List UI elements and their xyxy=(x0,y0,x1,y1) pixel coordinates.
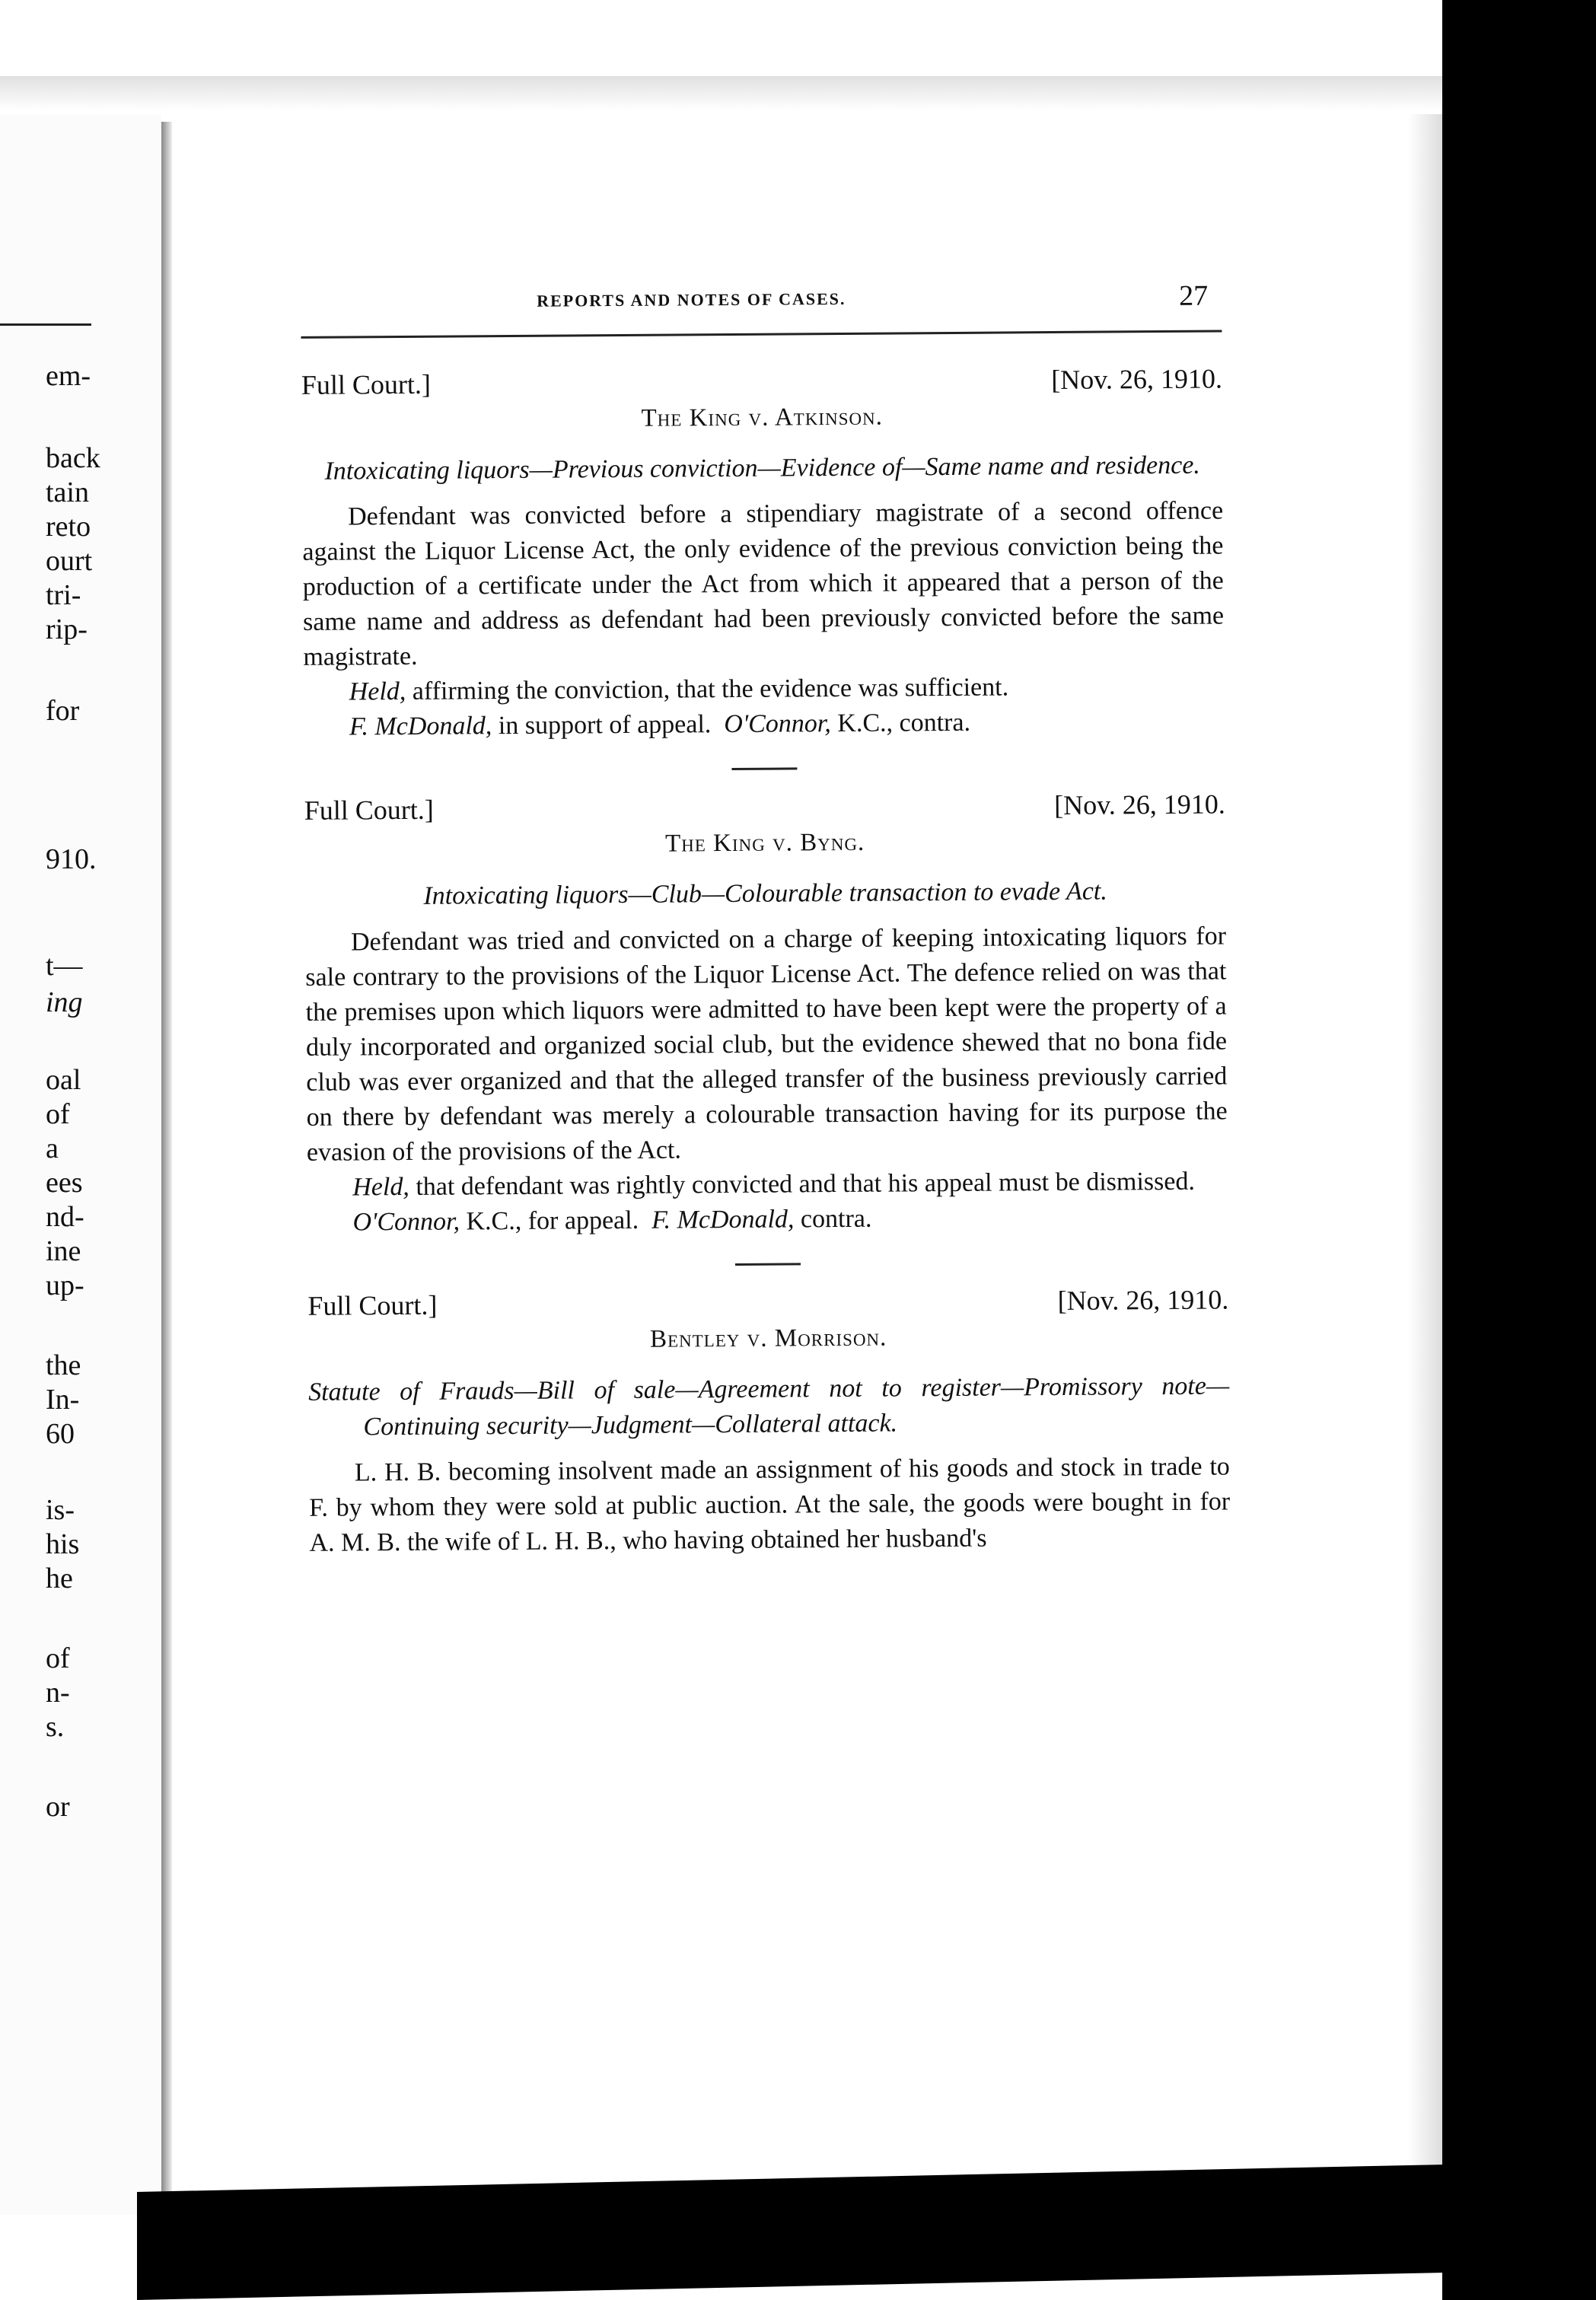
held-label: Held, xyxy=(352,1172,409,1202)
adjacent-fragment: rip- xyxy=(46,613,88,645)
adjacent-fragment: ing xyxy=(46,986,83,1018)
court-line xyxy=(307,1283,1228,1324)
case-date: [Nov. 26, 1910. xyxy=(1057,1284,1229,1317)
held-text: that defendant was rightly convicted and that his appeal must be dismissed. xyxy=(409,1167,1196,1201)
adjacent-fragment: t— xyxy=(46,950,83,982)
scan-shadow-top xyxy=(0,76,1442,110)
case-name: The King v. Atkinson. xyxy=(641,403,884,432)
held-text: affirming the conviction, that the evidence was sufficient. xyxy=(406,673,1009,706)
counsel-line xyxy=(304,703,1225,744)
counsel-appellant-role: K.C., for appeal. xyxy=(459,1206,639,1236)
adjacent-fragment: s. xyxy=(46,1711,65,1743)
case-facts: Defendant was tried and convicted on a charge of keeping intoxicating liquors for sale contrary to the provisions of the Liquor License Act. The defence relied on was that the premises upon which liquors were admitted to have been kept were the property of a duly incorporated and organized social club, but the evidence shewed that no bona fide club was ever organized and that the alleged transfer of the business previously carried on there by defendant was merely a colourable transaction having for its purpose the evasion of the provisions of the Act. xyxy=(305,922,1228,1167)
report-page xyxy=(293,279,1242,2150)
counsel-respondent-role: contra. xyxy=(794,1204,872,1234)
counsel-appellant-role: in support of appeal. xyxy=(492,710,712,741)
header-rule xyxy=(301,330,1222,338)
adjacent-fragment: 60 xyxy=(46,1418,75,1450)
court-label: Full Court.] xyxy=(304,794,434,826)
adjacent-fragment: tain xyxy=(46,476,89,508)
court-line xyxy=(304,788,1225,829)
catchwords: Intoxicating liquors—Previous conviction—Evidence of—Same name and residence. xyxy=(324,451,1200,486)
adjacent-fragment: is- xyxy=(46,1494,75,1526)
adjacent-fragment: em- xyxy=(46,360,91,392)
counsel-appellant: O'Connor, xyxy=(352,1207,460,1237)
adjacent-fragment: ourt xyxy=(46,545,93,577)
adjacent-fragment: a xyxy=(46,1132,59,1164)
adjacent-page-rule xyxy=(0,323,91,326)
page-number: 27 xyxy=(1178,279,1209,312)
case-date: [Nov. 26, 1910. xyxy=(1051,363,1223,396)
running-head xyxy=(293,279,1229,323)
counsel-appellant: F. McDonald, xyxy=(349,712,492,741)
page-fold-shadow xyxy=(161,122,172,2192)
adjacent-fragment: tri- xyxy=(46,579,81,611)
counsel-respondent: F. McDonald, xyxy=(651,1205,795,1234)
scan-border-bottom xyxy=(137,2161,1596,2300)
scan-shadow-right xyxy=(1408,114,1442,2169)
case-separator xyxy=(731,767,797,770)
adjacent-fragment: oal xyxy=(46,1064,81,1096)
counsel-respondent-role: K.C., contra. xyxy=(830,708,971,738)
adjacent-fragment: of xyxy=(46,1642,70,1674)
scan-border-right xyxy=(1442,0,1596,2300)
case-facts: L. H. B. becoming insolvent made an assignment of his goods and stock in trade to F. by whom they were sold at public auction. At the sale, the goods were bought in for A. M. B. the wife of L. H. B., who having obtained her husband's xyxy=(309,1452,1231,1557)
adjacent-fragment: ees xyxy=(46,1167,83,1199)
catchwords: Statute of Frauds—Bill of sale—Agreement not to register—Promissory note—Continuing security—Judgment—Collateral attack. xyxy=(308,1371,1230,1441)
case-name: Bentley v. Morrison. xyxy=(649,1324,887,1353)
adjacent-fragment: reto xyxy=(46,511,91,543)
case-facts: Defendant was convicted before a stipendiary magistrate of a second offence against the Liquor License Act, the only evidence of the previous conviction being the production of a certificate under the Act from which it appeared that a person of the same name and address as defendant had been previously convicted before the same magistrate. xyxy=(302,496,1225,671)
adjacent-fragment: n- xyxy=(46,1677,70,1709)
adjacent-fragment: nd- xyxy=(46,1201,84,1233)
running-head-title: REPORTS AND NOTES OF CASES. xyxy=(537,288,846,311)
adjacent-fragment: or xyxy=(46,1791,70,1823)
adjacent-fragment: 910. xyxy=(46,843,97,875)
case-date: [Nov. 26, 1910. xyxy=(1053,788,1225,821)
adjacent-fragment: back xyxy=(46,442,100,474)
adjacent-fragment: his xyxy=(46,1528,80,1560)
adjacent-fragment: ine xyxy=(46,1235,81,1267)
held-label: Held, xyxy=(349,677,406,706)
adjacent-fragment: up- xyxy=(46,1269,84,1301)
adjacent-fragment: for xyxy=(46,695,80,727)
case-name: The King v. Byng. xyxy=(664,828,865,858)
holding xyxy=(307,1164,1228,1205)
adjacent-fragment: the xyxy=(46,1349,81,1381)
counsel-respondent: O'Connor, xyxy=(724,709,831,739)
counsel-line xyxy=(307,1199,1228,1240)
catchwords: Intoxicating liquors—Club—Colourable transaction to evade Act. xyxy=(423,877,1107,910)
adjacent-fragment: of xyxy=(46,1098,70,1130)
adjacent-fragment: In- xyxy=(46,1384,80,1416)
court-label: Full Court.] xyxy=(307,1289,438,1321)
adjacent-fragment: he xyxy=(46,1563,73,1594)
case-separator xyxy=(735,1263,801,1266)
court-line xyxy=(301,362,1222,403)
court-label: Full Court.] xyxy=(301,368,432,400)
adjacent-page-strip xyxy=(0,114,161,2215)
case-entry xyxy=(301,362,1231,1560)
